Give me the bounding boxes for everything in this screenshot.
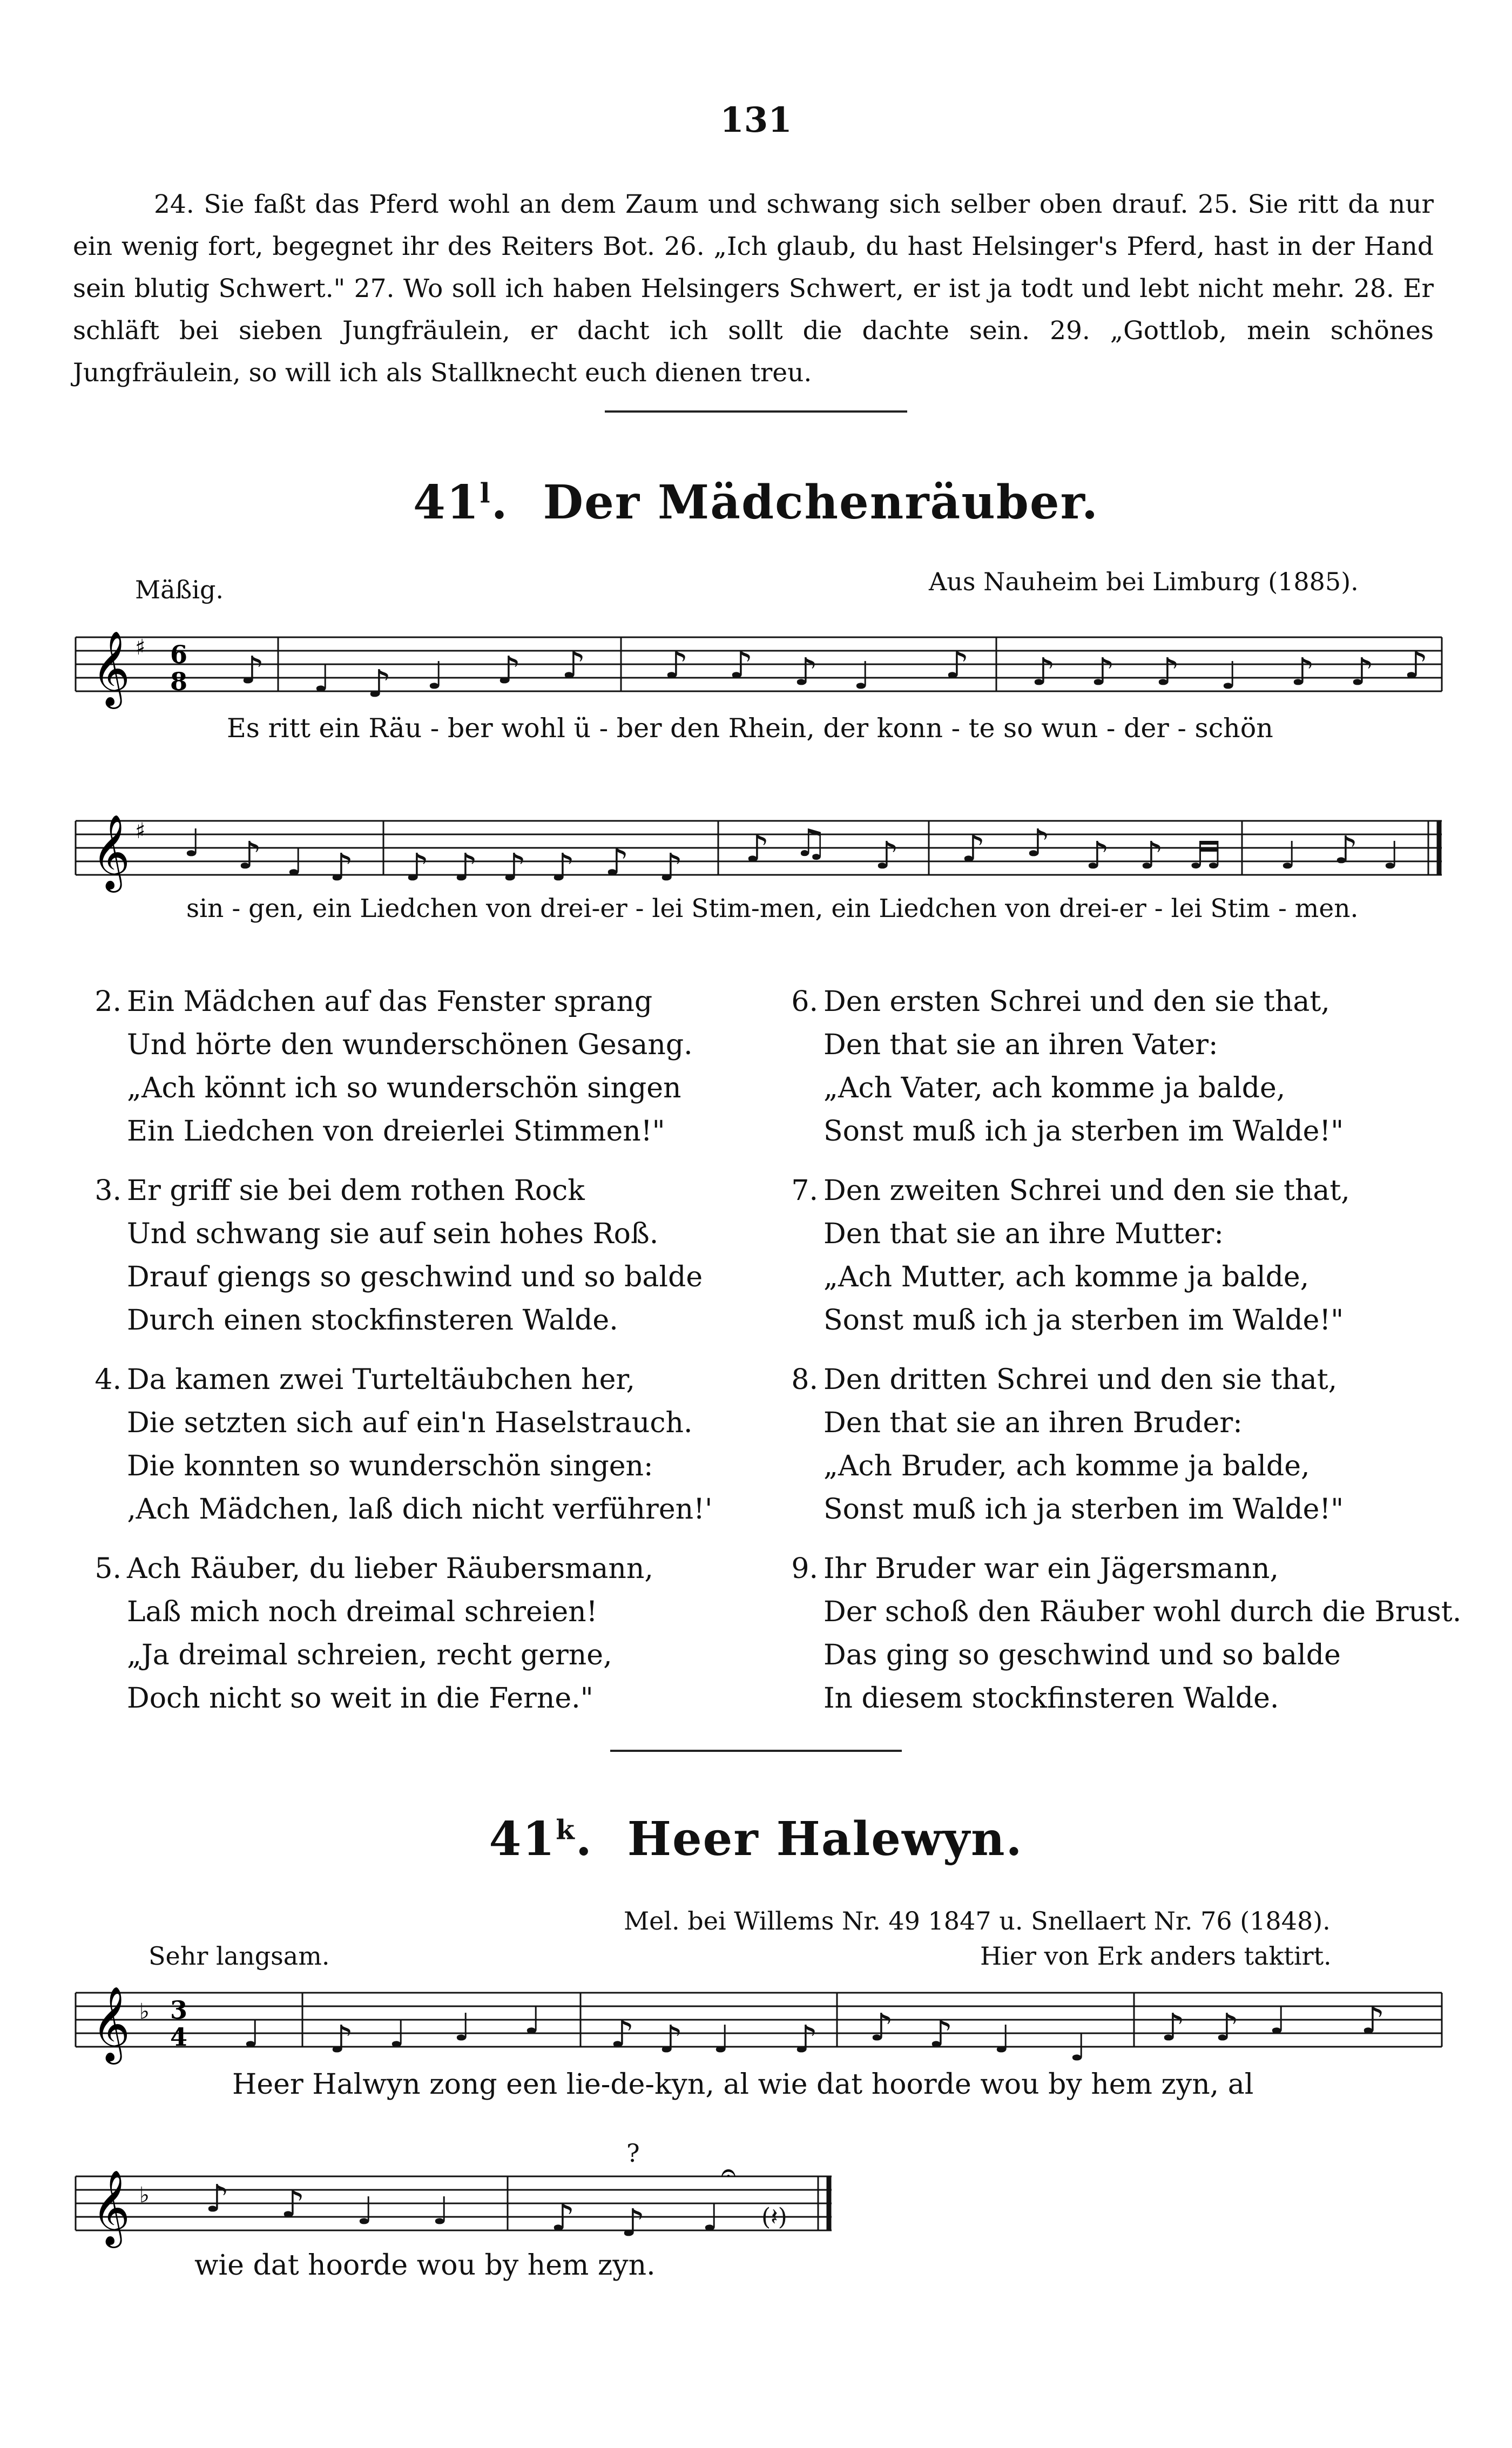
stanza-line: Ach Räuber, du lieber Räubersmann, bbox=[127, 1553, 653, 1585]
stanza-line: In diesem stockfinsteren Walde. bbox=[824, 1682, 1279, 1715]
note: ♩ bbox=[1069, 2025, 1088, 2069]
note: ♪ bbox=[794, 2017, 818, 2061]
flat-sign: ♭ bbox=[139, 2183, 150, 2208]
time-sig-bottom: 4 bbox=[170, 2022, 188, 2052]
sharp-sign: ♯ bbox=[135, 635, 146, 660]
lyrics-line: Es ritt ein Räu - ber wohl ü - ber den Rhein, der konn - te so wun - der - schön bbox=[227, 713, 1273, 744]
note: ♪ bbox=[929, 2012, 953, 2056]
note: ♪ bbox=[551, 2195, 575, 2240]
note: ♩ bbox=[432, 2189, 450, 2233]
divider bbox=[605, 410, 907, 413]
song-suffix: k bbox=[556, 1813, 576, 1846]
question-mark: ? bbox=[626, 2139, 640, 2168]
note: ♪ bbox=[621, 2201, 645, 2245]
note: ♪ bbox=[1350, 650, 1374, 694]
note: ♩ bbox=[389, 2012, 407, 2056]
lyrics-line: Heer Halwyn zong een lie-de-kyn, al wie dat hoorde wou by hem zyn, al bbox=[232, 2068, 1254, 2101]
note: ♪ bbox=[610, 2012, 634, 2056]
stanza-line: Den that sie an ihre Mutter: bbox=[824, 1218, 1224, 1250]
stanza-line: Sonst muß ich ja sterben im Walde!" bbox=[824, 1115, 1344, 1148]
stanza-line: ‚Ach Mädchen, laß dich nicht verführen!' bbox=[127, 1493, 713, 1526]
note: ♪ bbox=[329, 2017, 354, 2061]
note: ♫ bbox=[794, 821, 828, 865]
stanza-line: „Ach Mutter, ach komme ja balde, bbox=[824, 1261, 1310, 1293]
note: ♪ bbox=[1291, 650, 1315, 694]
note: ♪ bbox=[659, 845, 683, 889]
note: ♩ bbox=[243, 2012, 261, 2056]
note: ♪ bbox=[745, 826, 770, 871]
time-sig-top: 3 bbox=[170, 1995, 188, 2025]
stanza-line: Und schwang sie auf sein hohes Roß. bbox=[127, 1218, 659, 1250]
note: ♪ bbox=[1334, 828, 1358, 872]
stanza bbox=[94, 1547, 653, 1720]
note: ♪ bbox=[205, 2176, 230, 2221]
fermata-icon: 𝄐 bbox=[721, 2157, 736, 2188]
note: ♩ bbox=[524, 1998, 542, 2042]
note: ♪ bbox=[238, 833, 262, 878]
time-sig-top: 6 bbox=[170, 640, 188, 669]
treble-clef-icon: 𝄞 bbox=[92, 2170, 130, 2245]
note: ♪ bbox=[329, 845, 354, 889]
treble-clef-icon: 𝄞 bbox=[92, 814, 130, 889]
note: ♩ bbox=[1269, 1998, 1287, 2042]
note: ♪ bbox=[240, 648, 265, 692]
note: ♪ bbox=[454, 845, 478, 889]
note: ♪ bbox=[1215, 2005, 1239, 2049]
note: ♪ bbox=[1091, 650, 1115, 694]
note: ♩ bbox=[1220, 653, 1239, 698]
note: ♪ bbox=[605, 840, 629, 884]
note: ♩ bbox=[184, 821, 202, 865]
note: ♪ bbox=[945, 643, 969, 687]
stanza-line: „Ach Vater, ach komme ja balde, bbox=[824, 1072, 1286, 1104]
note: ♩ bbox=[1382, 833, 1401, 878]
stanza-line: Und hörte den wunderschönen Gesang. bbox=[127, 1029, 693, 1061]
stanza-line: Da kamen zwei Turteltäubchen her, bbox=[127, 1364, 636, 1396]
note: ♩ bbox=[313, 656, 332, 700]
note: ♪ bbox=[1031, 650, 1056, 694]
stanza bbox=[791, 1358, 1344, 1531]
stanza-line: Ein Liedchen von dreierlei Stimmen!" bbox=[127, 1115, 665, 1148]
treble-clef-icon: 𝄞 bbox=[92, 1986, 130, 2061]
note: ♪ bbox=[367, 662, 392, 706]
song-number: 41 bbox=[413, 475, 480, 530]
time-sig-bottom: 8 bbox=[170, 667, 188, 696]
stanza-line: „Ach Bruder, ach komme ja balde, bbox=[824, 1450, 1310, 1482]
stanza-line: Sonst muß ich ja sterben im Walde!" bbox=[824, 1304, 1344, 1337]
note: ♪ bbox=[1085, 833, 1110, 878]
stanza-number: 7. bbox=[791, 1175, 818, 1207]
note: ♩ bbox=[994, 2017, 1012, 2061]
note-text: Hier von Erk anders taktirt. bbox=[980, 1941, 1332, 1971]
stanza-line: Sonst muß ich ja sterben im Walde!" bbox=[824, 1493, 1344, 1526]
note: ♪ bbox=[869, 2005, 894, 2049]
continuation-paragraph: 24. Sie faßt das Pferd wohl an dem Zaum und schwang sich selber oben drauf. 25. Sie ritt da nur ein wenig fort, begegnet ihr des Reiters Bot. 26. „Ich glaub, du hast Helsinger's Pferd, hast in der Hand sein blutig Schwert." 27. Wo soll ich haben Helsingers Schwert, er ist ja todt und lebt nicht mehr. 28. Er schläft bei sieben Jungfräulein, er dacht ich sollt die dachte sein. 29. „Gottlob, mein schönes Jungfräulein, so will ich als Stallknecht euch dienen treu. bbox=[73, 190, 1434, 388]
stanza-number: 3. bbox=[94, 1175, 122, 1207]
stanza-line: Das ging so geschwind und so balde bbox=[824, 1639, 1341, 1671]
note: ♩ bbox=[1280, 833, 1298, 878]
stanza-line: Den that sie an ihren Bruder: bbox=[824, 1407, 1243, 1439]
stanza-line: Durch einen stockfinsteren Walde. bbox=[127, 1304, 618, 1337]
stanza-line: Er griff sie bei dem rothen Rock bbox=[127, 1175, 585, 1207]
song-title-text: Der Mädchenräuber. bbox=[543, 475, 1099, 530]
note: ♪ bbox=[497, 648, 521, 692]
stanza-line: Den that sie an ihren Vater: bbox=[824, 1029, 1218, 1061]
note: ♩ bbox=[713, 2017, 731, 2061]
stanza bbox=[791, 1169, 1350, 1342]
continuation-text bbox=[73, 184, 1434, 394]
song-suffix: l bbox=[480, 477, 491, 509]
stanza bbox=[94, 1169, 703, 1342]
song-title: 41$^l$. Der Mädchenräuber. bbox=[413, 475, 1099, 530]
stanza-line: Ihr Bruder war ein Jägersmann, bbox=[824, 1553, 1279, 1585]
stanza bbox=[94, 980, 693, 1153]
note: ♪ bbox=[659, 2017, 683, 2061]
stanza-line: Laß mich noch dreimal schreien! bbox=[127, 1596, 598, 1628]
source-attribution: Mel. bei Willems Nr. 49 1847 u. Snellaert Nr. 76 (1848). bbox=[624, 1906, 1331, 1936]
tempo-marking: Sehr langsam. bbox=[148, 1941, 330, 1971]
stanza-line: Den zweiten Schrei und den sie that, bbox=[824, 1175, 1350, 1207]
stanza-number: 6. bbox=[791, 986, 818, 1018]
song-title: 41$^k$. Heer Halewyn. bbox=[489, 1812, 1023, 1866]
note: ♪ bbox=[664, 643, 688, 687]
stanza bbox=[791, 1547, 1462, 1720]
note: ♩ bbox=[853, 653, 872, 698]
stanza bbox=[94, 1358, 713, 1531]
note: ♪ bbox=[405, 845, 429, 889]
stanza-line: Die setzten sich auf ein'n Haselstrauch. bbox=[127, 1407, 693, 1439]
stanza-line: Doch nicht so weit in die Ferne." bbox=[127, 1682, 593, 1715]
note: ♪ bbox=[1361, 1998, 1385, 2042]
note: ♪ bbox=[551, 845, 575, 889]
note: ♩ bbox=[702, 2195, 720, 2240]
note: ♪ bbox=[729, 643, 753, 687]
note: ♩ bbox=[427, 653, 445, 698]
stanza-number: 9. bbox=[791, 1553, 818, 1585]
rest-icon: (𝄽) bbox=[761, 2203, 787, 2231]
stanza-line: „Ach könnt ich so wunderschön singen bbox=[127, 1072, 681, 1104]
source-attribution: Aus Nauheim bei Limburg (1885). bbox=[929, 567, 1359, 596]
note: ♪ bbox=[1161, 2005, 1185, 2049]
note: ♪ bbox=[502, 845, 526, 889]
note: ♩ bbox=[454, 2005, 472, 2049]
lyrics-line: sin - gen, ein Liedchen von drei-er - lei Stim-men, ein Liedchen von drei-er - lei Stim - men. bbox=[186, 894, 1359, 923]
flat-sign: ♭ bbox=[139, 1999, 150, 2024]
stanza-line: Der schoß den Räuber wohl durch die Brust. bbox=[824, 1596, 1462, 1628]
stanza-number: 8. bbox=[791, 1364, 818, 1396]
stanza-line: Drauf giengs so geschwind und so balde bbox=[127, 1261, 703, 1293]
lyrics-line: wie dat hoorde wou by hem zyn. bbox=[194, 2249, 656, 2282]
note: ♬ bbox=[1188, 833, 1222, 878]
stanza-number: 5. bbox=[94, 1553, 122, 1585]
note: ♪ bbox=[1404, 643, 1428, 687]
divider bbox=[610, 1750, 902, 1752]
note: ♪ bbox=[794, 650, 818, 694]
note: ♪ bbox=[1026, 821, 1050, 865]
note: ♪ bbox=[961, 826, 986, 871]
note: ♪ bbox=[562, 643, 586, 687]
note: ♪ bbox=[875, 833, 899, 878]
tempo-marking: Mäßig. bbox=[135, 575, 224, 604]
note: ♩ bbox=[286, 840, 305, 884]
stanza-line: Den ersten Schrei und den sie that, bbox=[824, 986, 1330, 1018]
stanza-number: 2. bbox=[94, 986, 122, 1018]
stanza-line: Den dritten Schrei und den sie that, bbox=[824, 1364, 1338, 1396]
page-number: 131 bbox=[720, 100, 792, 140]
note: ♪ bbox=[1156, 650, 1180, 694]
song-title-text: Heer Halewyn. bbox=[627, 1812, 1023, 1866]
treble-clef-icon: 𝄞 bbox=[92, 631, 130, 706]
note: ♩ bbox=[356, 2189, 375, 2233]
stanza-line: „Ja dreimal schreien, recht gerne, bbox=[127, 1639, 612, 1671]
note: ♪ bbox=[1139, 833, 1164, 878]
note: ♪ bbox=[281, 2182, 305, 2226]
stanza bbox=[791, 980, 1344, 1153]
stanza-line: Die konnten so wunderschön singen: bbox=[127, 1450, 653, 1482]
stanza-number: 4. bbox=[94, 1364, 122, 1396]
stanza-line: Ein Mädchen auf das Fenster sprang bbox=[127, 986, 653, 1018]
song-number: 41 bbox=[489, 1812, 556, 1866]
sharp-sign: ♯ bbox=[135, 819, 146, 844]
